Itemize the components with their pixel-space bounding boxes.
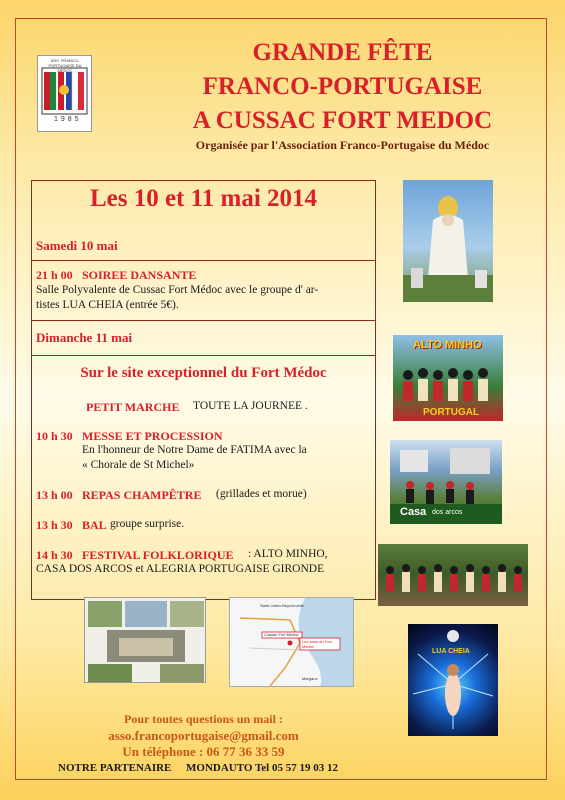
mass-desc-1: En l'honneur de Notre Dame de FATIMA avec la — [82, 444, 307, 456]
dos-arcos-label: dos arcos — [432, 509, 463, 516]
partner-sponsor: MONDAUTO Tel 05 57 19 03 12 — [186, 762, 338, 774]
map-label-cussac: Cussac Fort Médoc — [264, 632, 299, 637]
fort-medoc-collage-photo — [84, 597, 206, 683]
bal-title: BAL — [82, 518, 107, 532]
bal-time: 13 h 30 — [36, 518, 73, 532]
festival-desc-1: : ALTO MINHO, — [248, 548, 328, 560]
saturday-event: SOIREE DANSANTE — [82, 268, 197, 282]
logo-text: ASS. FRANCO-PORTUGAISE DU MEDOC — [48, 58, 82, 73]
subtitle: Organisée par l'Association Franco-Portugaise du Médoc — [195, 138, 490, 152]
divider — [31, 260, 376, 261]
logo-year: 1985 — [54, 116, 82, 123]
alto-minho-photo — [393, 335, 503, 421]
map-label-amis: Les amis du Fort Médoc — [302, 639, 332, 649]
mass-time: 10 h 30 — [36, 429, 73, 443]
festival-title: FESTIVAL FOLKLORIQUE — [82, 548, 234, 562]
meal-title: REPAS CHAMPÊTRE — [82, 488, 202, 502]
sunday-site: Sur le site exceptionnel du Fort Médoc — [80, 365, 327, 381]
location-map — [229, 597, 354, 687]
map-label-margaux: Margaux — [302, 676, 318, 681]
festival-desc-2: CASA DOS ARCOS et ALEGRIA PORTUGAISE GIRONDE — [36, 563, 325, 575]
fatima-statue-photo — [403, 180, 493, 302]
title-line-2: FRANCO-PORTUGAISE — [202, 73, 483, 100]
bal-desc: groupe surprise. — [110, 518, 185, 530]
divider — [31, 320, 376, 321]
event-dates: Les 10 et 11 mai 2014 — [89, 185, 318, 212]
meal-time: 13 h 00 — [36, 488, 73, 502]
lua-cheia-photo — [408, 624, 498, 736]
casa-label: Casa — [400, 506, 427, 518]
saturday-desc-1: Salle Polyvalente de Cussac Fort Médoc avec le groupe d' ar- — [36, 284, 319, 296]
meal-desc: (grillades et morue) — [216, 488, 307, 500]
partner-label: NOTRE PARTENAIRE — [58, 762, 172, 774]
portugal-label: PORTUGAL — [423, 407, 480, 418]
association-logo — [37, 55, 92, 132]
market-title: PETIT MARCHE — [86, 400, 180, 414]
contact-phone[interactable]: Un téléphone : 06 77 36 33 59 — [122, 744, 285, 759]
title-line-1: GRANDE FÊTE — [252, 39, 433, 66]
saturday-time: 21 h 00 — [36, 268, 73, 282]
market-when: TOUTE LA JOURNEE . — [193, 400, 308, 412]
contact-email[interactable]: asso.francoportugaise@gmail.com — [108, 728, 299, 743]
title-line-3: A CUSSAC FORT MEDOC — [192, 107, 493, 134]
lua-cheia-label: LUA CHEIA — [432, 648, 470, 655]
festival-time: 14 h 30 — [36, 548, 73, 562]
map-label-saint-julien: Saint-Julien-Beychevelle — [260, 603, 304, 608]
folk-group-photo — [378, 544, 528, 606]
saturday-desc-2: tistes LUA CHEIA (entrée 5€). — [36, 299, 179, 311]
saturday-heading: Samedi 10 mai — [36, 238, 118, 253]
casa-dos-arcos-photo — [390, 440, 502, 524]
sunday-heading: Dimanche 11 mai — [36, 330, 133, 345]
mass-desc-2: « Chorale de St Michel» — [82, 459, 195, 471]
alto-minho-label: ALTO MINHO — [413, 339, 482, 351]
contact-question: Pour toutes questions un mail : — [124, 712, 283, 726]
divider — [31, 355, 376, 356]
mass-title: MESSE ET PROCESSION — [82, 429, 223, 443]
